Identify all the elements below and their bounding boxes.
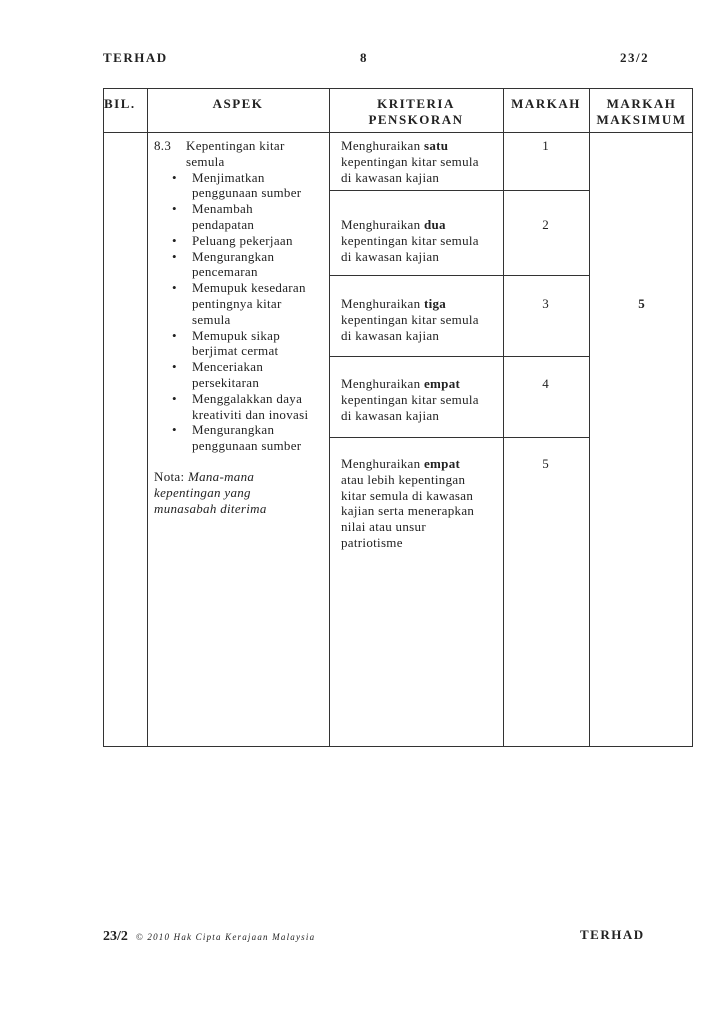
bullet-icon: • [172,201,177,217]
column-divider [589,89,590,746]
bullet-icon: • [172,248,177,264]
bullet-icon: • [172,359,177,375]
column-divider [147,89,148,746]
bullet-text: Menggalakkan daya [192,390,303,406]
bullet-text: kreativiti dan inovasi [192,406,309,422]
aspek-bullet-item [154,359,329,391]
bullet-text: pentingnya kitar [192,295,282,311]
aspek-question [154,138,329,170]
aspek-bullet-item [154,328,329,360]
aspek-bullet-item [154,249,329,281]
criteria-text: kitar semula di kawasan [341,487,474,503]
bullet-icon: • [172,280,177,296]
criteria-count: tiga [423,296,447,311]
criteria-cell-2 [341,217,479,264]
criteria-text: di kawasan kajian [341,407,440,423]
bullet-text: Mengurangkan [192,248,275,264]
criteria-count: empat [423,376,461,391]
mark-1: 1 [542,138,549,153]
mark-4: 4 [542,376,549,391]
bullet-text: Memupuk sikap [192,327,281,343]
row-divider [329,190,589,191]
bullet-text: berjimat cermat [192,343,279,359]
column-divider [329,89,330,746]
bullet-text: pencemaran [192,264,258,280]
header-kriteria-line1: KRITERIA [377,96,455,111]
marking-scheme-table [103,88,693,747]
header-bil: BIL. [104,96,136,111]
criteria-text: Menghuraikan [341,217,424,232]
row-divider [329,275,589,276]
criteria-cell-5 [341,456,474,551]
criteria-text: kepentingan kitar semula [341,311,479,327]
bullet-icon: • [172,232,177,248]
mark-2: 2 [542,217,549,232]
criteria-text: kepentingan kitar semula [341,232,479,248]
criteria-text: Menghuraikan [341,456,424,471]
bullet-text: penggunaan sumber [192,185,302,201]
criteria-text: di kawasan kajian [341,169,440,185]
row-divider [329,437,589,438]
bullet-text: Menjimatkan [192,169,265,185]
aspek-bullet-item [154,280,329,327]
bullet-text: semula [192,311,231,327]
question-title [186,138,285,170]
mark-5: 5 [542,456,549,471]
criteria-count: dua [423,217,446,232]
aspek-cell [154,138,329,516]
page-number: 8 [360,50,368,65]
aspek-bullet-list [154,170,329,454]
header-row-divider [104,132,692,133]
criteria-text: kepentingan kitar semula [341,391,479,407]
aspek-bullet-item [154,422,329,454]
bullet-text: Mengurangkan [192,422,275,438]
nota-text: Mana-mana [187,468,255,484]
criteria-cell-1 [341,138,479,185]
footer-classification: TERHAD [580,927,645,942]
criteria-count: satu [423,138,449,153]
header-kriteria-line2: PENSKORAN [368,112,464,127]
header-aspek: ASPEK [212,96,264,111]
question-title-line: Kepentingan kitar [186,138,285,153]
row-divider [329,356,589,357]
criteria-text: kepentingan kitar semula [341,153,479,169]
footer-left [103,927,315,945]
bullet-text: persekitaran [192,374,260,390]
aspek-bullet-item [154,391,329,423]
bullet-text: pendapatan [192,216,255,232]
criteria-text: kajian serta menerapkan [341,503,475,519]
header-markah-maksimum [589,96,694,128]
bullet-icon: • [172,390,177,406]
criteria-text: di kawasan kajian [341,248,440,264]
bullet-icon: • [172,422,177,438]
footer-code: 23/2 [103,929,128,944]
bullet-text: Menambah [192,201,253,217]
bullet-text: penggunaan sumber [192,438,302,454]
criteria-count: empat [423,456,461,471]
header-kriteria [329,96,503,128]
bullet-text: Menceriakan [192,359,264,375]
mark-3: 3 [542,296,549,311]
criteria-text: atau lebih kepentingan [341,471,466,487]
aspek-bullet-item [154,170,329,202]
criteria-cell-4 [341,376,479,423]
nota-text: kepentingan yang [154,484,251,500]
question-title-line: semula [186,153,225,169]
criteria-cell-3 [341,296,479,343]
max-mark: 5 [638,296,645,311]
footer-copyright: © 2010 Hak Cipta Kerajaan Malaysia [135,932,316,942]
header-maks-line2: MAKSIMUM [596,112,687,127]
nota [154,469,329,516]
header-classification: TERHAD [103,50,168,65]
nota-text: munasabah diterima [154,500,267,516]
header-markah: MARKAH [511,96,581,111]
criteria-text: nilai atau unsur [341,519,426,535]
question-number: 8.3 [154,138,172,153]
aspek-bullet-item [154,233,329,249]
bullet-text: Peluang pekerjaan [192,232,293,248]
aspek-bullet-item [154,201,329,233]
bullet-icon: • [172,169,177,185]
criteria-text: Menghuraikan [341,376,424,391]
criteria-text: di kawasan kajian [341,327,440,343]
header-maks-line1: MARKAH [606,96,677,111]
nota-label: Nota: [154,468,185,484]
bullet-text: Memupuk kesedaran [192,280,306,296]
column-divider [503,89,504,746]
criteria-text: patriotisme [341,534,403,550]
paper-code: 23/2 [620,50,650,65]
bullet-icon: • [172,327,177,343]
criteria-text: Menghuraikan [341,138,424,153]
criteria-text: Menghuraikan [341,296,424,311]
